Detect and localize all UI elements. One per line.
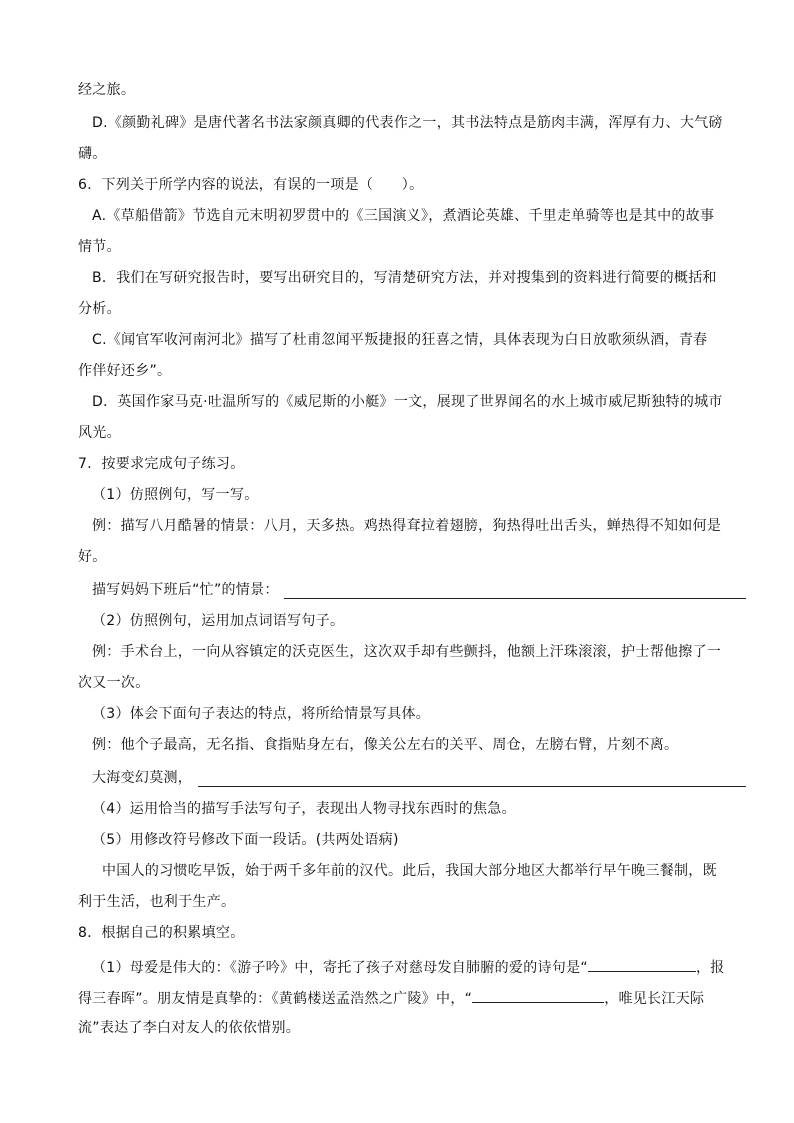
- q6-option-d-line1: D．英国作家马克·吐温所写的《威尼斯的小艇》一文，展现了世界闻名的水上城市威尼斯独特的城市: [92, 394, 723, 410]
- q8-part1-text-c: 得三春晖”。朋友情是真挚的：《黄鹤楼送孟浩然之广陵》中，“: [78, 991, 473, 1007]
- q7-part2-example-line1: 例：手术台上，一向从容镇定的沃克医生，这次双手却有些颤抖，他额上汗珠滚滚，护士帮他擦了一: [92, 644, 722, 660]
- q7-part5-passage-line1: 中国人的习惯吃早饭，始于两千多年前的汉代。此后，我国大部分地区大都举行早午晚三餐制，既: [102, 863, 717, 879]
- question-6-stem: 6．下列关于所学内容的说法，有误的一项是（ ）。: [78, 177, 424, 193]
- q7-part5-passage-line2: 利于生活，也利于生产。: [78, 894, 236, 910]
- q8-part1-text-d: ，唯见长江天际: [604, 991, 705, 1007]
- q7-part3-example: 例：他个子最高，无名指、食指贴身左右，像关公左右的关平、周仓，左膀右臂，片刻不离。: [92, 737, 679, 753]
- q8-part1-line2: [78, 987, 704, 1009]
- q6-option-c-line2: 作伴好还乡”。: [78, 363, 172, 379]
- continued-line: 经之旅。: [78, 82, 136, 98]
- q7-part5-heading: （5）用修改符号修改下面一段话。(共两处语病): [92, 832, 399, 848]
- q7-part2-example-line2: 次又一次。: [78, 675, 150, 691]
- q7-part1-example-line2: 好。: [78, 549, 107, 565]
- question-7-stem: 7．按要求完成句子练习。: [78, 456, 245, 472]
- q5-option-d-line1: D.《颜勤礼碑》是唐代著名书法家颜真卿的代表作之一，其书法特点是筋肉丰满，浑厚有力、大气磅: [92, 115, 723, 131]
- q6-option-d-line2: 风光。: [78, 425, 121, 441]
- q6-option-b-line2: 分析。: [78, 301, 121, 317]
- q7-part2-heading: （2）仿照例句，运用加点词语写句子。: [92, 613, 345, 629]
- q7-part1-heading: （1）仿照例句，写一写。: [92, 487, 259, 503]
- q8-blank-1[interactable]: [588, 956, 696, 972]
- question-8-stem: 8．根据自己的积累填空。: [78, 925, 245, 941]
- q8-part1-text-b: ，报: [695, 960, 725, 976]
- q6-option-c-line1: C.《闻官军收河南河北》描写了杜甫忽闻平叛捷报的狂喜之情，具体表现为白日放歌须纵酒，青春: [92, 332, 708, 348]
- q5-option-d-line2: 礴。: [78, 146, 107, 162]
- q7-part1-example-line1: 例：描写八月酷暑的情景：八月，天多热。鸡热得耷拉着翅膀，狗热得吐出舌头，蝉热得不知如何是: [92, 518, 722, 534]
- q7-part4-heading: （4）运用恰当的描写手法写句子，表现出人物寻找东西时的焦急。: [92, 801, 516, 817]
- q7-part3-task: 大海变幻莫测，: [92, 770, 193, 786]
- q7-part3-heading: （3）体会下面句子表达的特点，将所给情景写具体。: [92, 706, 431, 722]
- q6-option-a-line1: A.《草船借箭》节选自元末明初罗贯中的《三国演义》，煮酒论英雄、千里走单骑等也是其中的故事: [92, 208, 715, 224]
- q8-part1-text-a: （1）母爱是伟大的：《游子吟》中，寄托了孩子对慈母发自肺腑的爱的诗句是“: [92, 960, 588, 976]
- q6-option-b-line1: B．我们在写研究报告时，要写出研究目的，写清楚研究方法，并对搜集到的资料进行简要的概括和: [92, 270, 717, 286]
- q6-option-a-line2: 情节。: [78, 239, 121, 255]
- q8-part1-line3: 流”表达了李白对友人的依依惜别。: [78, 1020, 301, 1036]
- q7-part1-answer-blank[interactable]: [284, 580, 746, 599]
- q7-part3-answer-blank[interactable]: [198, 768, 746, 787]
- q8-blank-2[interactable]: [472, 987, 604, 1003]
- q7-part1-task: 描写妈妈下班后“忙”的情景：: [92, 582, 279, 598]
- q8-part1-line1: [92, 956, 725, 978]
